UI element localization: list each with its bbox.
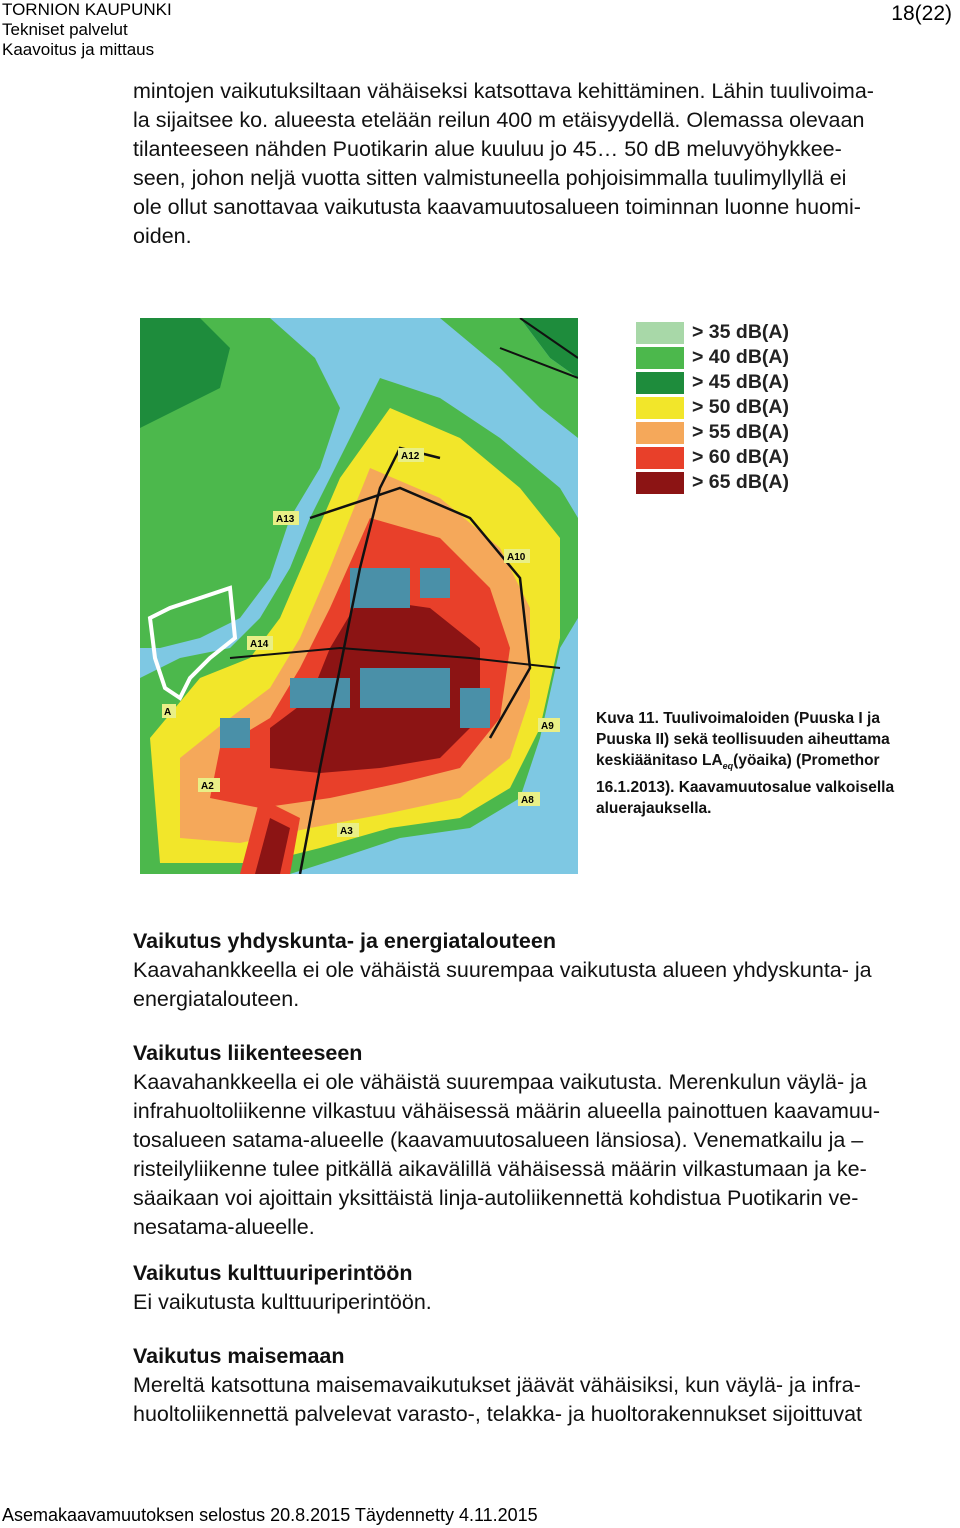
section-energy — [133, 927, 953, 1014]
intro-paragraph — [133, 77, 953, 251]
zone-label — [337, 823, 359, 837]
svg-text:A: A — [164, 707, 172, 718]
text-line: huoltoliikennettä palvelevat varasto-, telakka- ja huoltorakennukset sijoittuvat — [133, 1402, 863, 1426]
noise-map-graphic — [140, 318, 578, 874]
zone-label — [538, 718, 560, 732]
legend-item — [636, 395, 789, 420]
legend-item — [636, 320, 789, 345]
text-line: tilanteeseen nähden Puotikarin alue kuuluu jo 45… 50 dB meluvyöhykkee- — [133, 137, 842, 161]
noise-map — [140, 318, 578, 874]
section-traffic — [133, 1039, 953, 1242]
legend-item — [636, 370, 789, 395]
svg-text:A2: A2 — [201, 781, 214, 792]
caption-line: Puuska II) sekä teollisuuden aiheuttama — [596, 731, 890, 748]
text-line: tosalueen satama-alueelle (kaavamuutosalueen länsiosa). Venematkailu ja – — [133, 1128, 864, 1152]
legend-label: > 65 dB(A) — [692, 471, 789, 493]
svg-text:A3: A3 — [340, 826, 353, 837]
section-landscape — [133, 1342, 953, 1429]
text-line: oiden. — [133, 224, 192, 248]
zone-label — [504, 549, 530, 563]
page-number: 18(22) — [891, 2, 952, 25]
svg-text:A13: A13 — [276, 514, 295, 525]
svg-text:A14: A14 — [250, 639, 269, 650]
svg-text:A8: A8 — [521, 795, 534, 806]
text-line: risteilyliikenne tulee pitkällä aikavälillä vähäisessä määrin vilkastumaan ja ke- — [133, 1157, 867, 1181]
figure-caption — [596, 708, 946, 819]
page-header-org — [2, 0, 172, 60]
section-heading: Vaikutus maisemaan — [133, 1344, 345, 1368]
text-line: energiatalouteen. — [133, 987, 300, 1011]
caption-line: Kuva 11. Tuulivoimaloiden (Puuska I ja — [596, 710, 880, 727]
text-line: Kaavahankkeella ei ole vähäistä suurempaa vaikutusta alueen yhdyskunta- ja — [133, 958, 872, 982]
caption-line: aluerajauksella. — [596, 800, 712, 818]
zone-label — [198, 778, 220, 792]
text-line: nesatama-alueelle. — [133, 1215, 315, 1239]
section-heading: Vaikutus yhdyskunta- ja energiatalouteen — [133, 929, 556, 953]
svg-text:A9: A9 — [541, 721, 554, 732]
legend-item — [636, 345, 789, 370]
text-line: Mereltä katsottuna maisemavaikutukset jäävät vähäisiksi, kun väylä- ja infra- — [133, 1373, 861, 1397]
legend-swatch — [636, 322, 684, 344]
caption-line: keskiäänitaso $LA_{eq}(yöaika)$ (Promethor — [596, 752, 880, 772]
text-line: Kaavahankkeella ei ole vähäistä suurempaa vaikutusta. Merenkulun väylä- ja — [133, 1070, 867, 1094]
section-heading: Vaikutus kulttuuriperintöön — [133, 1261, 413, 1285]
legend-swatch — [636, 347, 684, 369]
text-line: infrahuoltoliikenne vilkastuu vähäisessä määrin alueella painottuen kaavamuu- — [133, 1099, 880, 1123]
text-line: Ei vaikutusta kulttuuriperintöön. — [133, 1290, 432, 1314]
section-heritage — [133, 1259, 953, 1317]
svg-text:A10: A10 — [507, 552, 526, 563]
org-department: Tekniset palvelut — [2, 20, 128, 39]
zone-label — [398, 448, 424, 462]
legend-swatch — [636, 472, 684, 494]
legend-label: > 40 dB(A) — [692, 346, 789, 368]
legend-label: > 55 dB(A) — [692, 421, 789, 443]
noise-legend — [636, 320, 789, 495]
text-line: mintojen vaikutuksiltaan vähäiseksi katsottava kehittäminen. Lähin tuulivoima- — [133, 79, 874, 103]
legend-item — [636, 470, 789, 495]
zone-label — [162, 704, 176, 718]
legend-item — [636, 420, 789, 445]
zone-label — [273, 511, 299, 525]
legend-label: > 60 dB(A) — [692, 446, 789, 468]
legend-label: > 35 dB(A) — [692, 321, 789, 343]
legend-swatch — [636, 372, 684, 394]
legend-swatch — [636, 447, 684, 469]
zone-label — [247, 636, 273, 650]
text-line: säaikaan voi ajoittain yksittäistä linja-autoliikennettä kohdistua Puotikarin ve- — [133, 1186, 859, 1210]
legend-label: > 50 dB(A) — [692, 396, 789, 418]
text-line: la sijaitsee ko. alueesta etelään reilun 400 m etäisyydellä. Olemassa olevaan — [133, 108, 865, 132]
section-heading: Vaikutus liikenteeseen — [133, 1041, 363, 1065]
text-line: ole ollut sanottavaa vaikutusta kaavamuutosalueen toiminnan luonne huomi- — [133, 195, 861, 219]
text-line: seen, johon neljä vuotta sitten valmistuneella pohjoisimmalla tuulimyllyllä ei — [133, 166, 847, 190]
org-unit: Kaavoitus ja mittaus — [2, 40, 155, 59]
legend-label: > 45 dB(A) — [692, 371, 789, 393]
zone-label — [518, 792, 540, 806]
page-footer: Asemakaavamuutoksen selostus 20.8.2015 Täydennetty 4.11.2015 — [2, 1505, 538, 1525]
svg-text:A12: A12 — [401, 451, 420, 462]
org-name: TORNION KAUPUNKI — [2, 0, 172, 19]
legend-swatch — [636, 422, 684, 444]
caption-line: 16.1.2013). Kaavamuutosalue valkoisella — [596, 779, 895, 797]
legend-item — [636, 445, 789, 470]
legend-swatch — [636, 397, 684, 419]
